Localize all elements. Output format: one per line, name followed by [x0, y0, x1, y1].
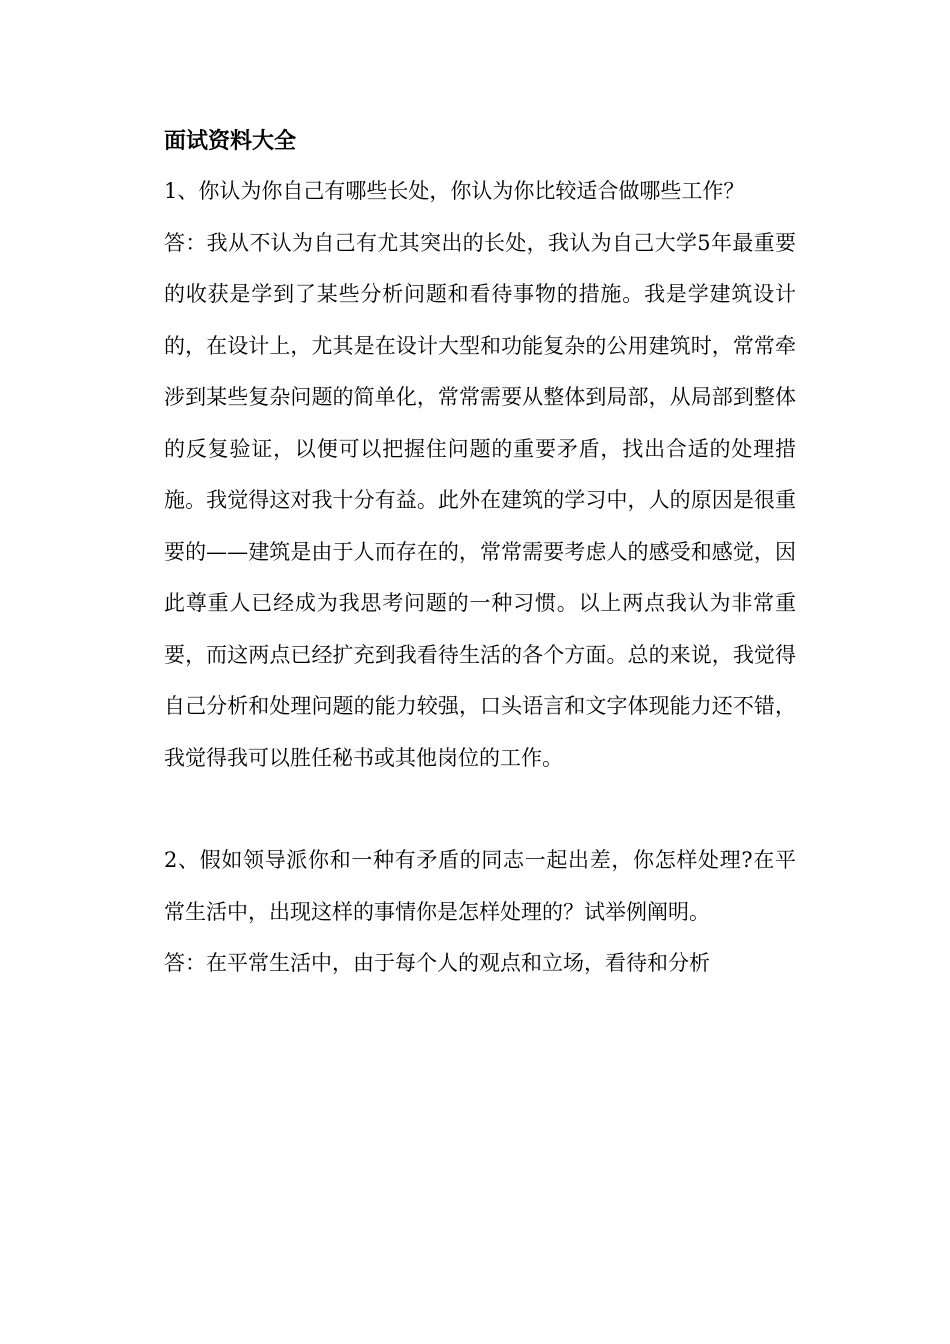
answer-2: 答：在平常生活中，由于每个人的观点和立场，看待和分析: [164, 951, 710, 975]
paragraph-spacer: [164, 784, 796, 835]
question-1: 1、你认为你自己有哪些长处，你认为你比较适合做哪些工作？: [164, 179, 745, 203]
question-2: 2、假如领导派你和一种有矛盾的同志一起出差，你怎样处理?在平常生活中，出现这样的事情你是怎样处理的？试举例阐明。: [164, 848, 796, 924]
answer-1: 答：我从不认为自己有尤其突出的长处，我认为自己大学5年最重要的收获是学到了某些分析问题和看待事物的措施。我是学建筑设计的，在设计上，尤其是在设计大型和功能复杂的公用建筑时，常常牵涉到某些复杂问题的简单化，常常需要从整体到局部，从局部到整体的反复验证，以便可以把握住问题的重要矛盾，找出合适的处理措施。我觉得这对我十分有益。此外在建筑的学习中，人的原因是很重要的——建筑是由于人而存在的，常常需要考虑人的感受和感觉，因此尊重人已经成为我思考问题的一种习惯。以上两点我认为非常重要，而这两点已经扩充到我看待生活的各个方面。总的来说，我觉得自己分析和处理问题的能力较强，口头语言和文字体现能力还不错，我觉得我可以胜任秘书或其他岗位的工作。: [164, 230, 796, 770]
document-title: 面试资料大全: [164, 129, 297, 154]
document-body: [164, 118, 796, 990]
